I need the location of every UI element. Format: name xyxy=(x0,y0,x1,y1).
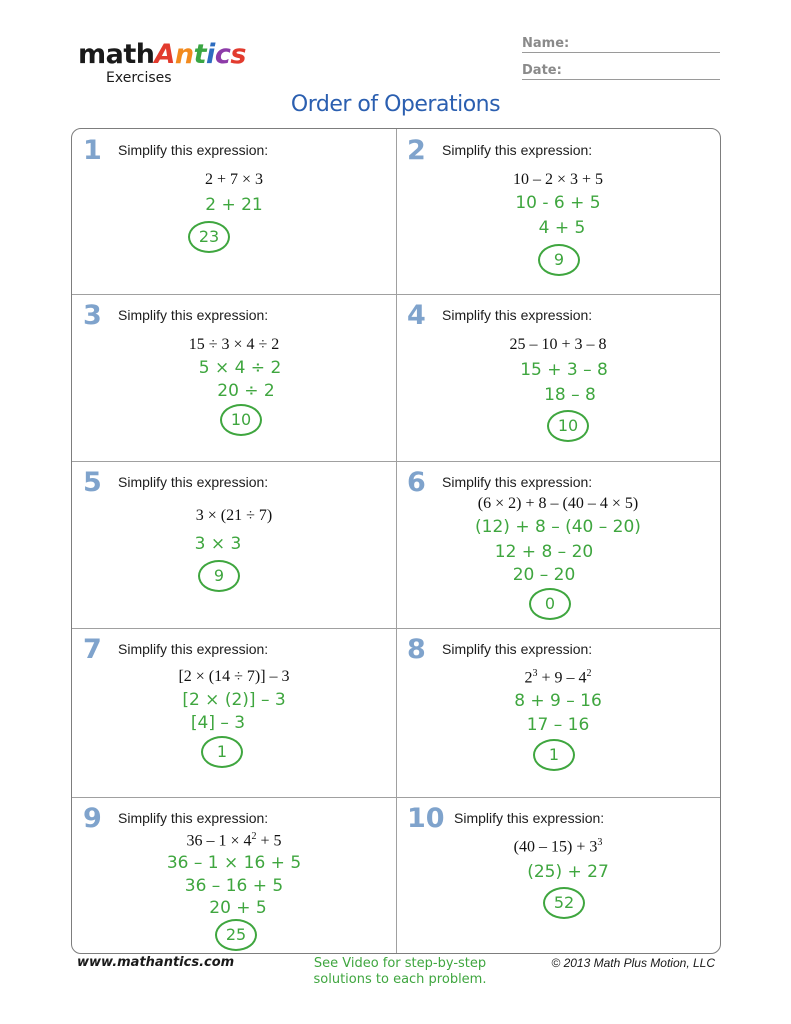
solution-step: 20 + 5 xyxy=(209,898,267,918)
problem-2 xyxy=(396,129,720,295)
solution-step: (12) + 8 – (40 – 20) xyxy=(475,517,641,537)
solution-step: 5 × 4 ÷ 2 xyxy=(198,358,282,378)
name-field[interactable] xyxy=(522,36,720,53)
logo-letter: i xyxy=(206,39,215,70)
problem-8 xyxy=(396,628,720,798)
logo-letter: t xyxy=(193,39,207,70)
answer-circle: 52 xyxy=(543,887,585,919)
problem-prompt: Simplify this expression: xyxy=(118,474,269,490)
date-field[interactable] xyxy=(522,63,720,80)
solution-step: 12 + 8 – 20 xyxy=(494,542,594,562)
answer-circle: 0 xyxy=(529,588,571,620)
solution-step: [2 × (2)] – 3 xyxy=(182,690,286,710)
problem-7 xyxy=(72,628,397,798)
expression-base: (40 – 15) + 3 xyxy=(513,838,598,856)
problem-number: 6 xyxy=(407,467,426,498)
expression-middle: + 5 xyxy=(256,832,282,850)
problem-prompt: Simplify this expression: xyxy=(442,142,593,158)
solution-step: 20 ÷ 2 xyxy=(217,381,275,401)
problem-expression: (6 × 2) + 8 – (40 – 4 × 5) xyxy=(477,495,639,512)
solution-step: 8 + 9 – 16 xyxy=(514,691,602,711)
answer-circle: 9 xyxy=(198,560,240,592)
problem-grid xyxy=(71,128,721,954)
problem-number: 5 xyxy=(83,467,102,498)
problem-expression: 25 – 10 + 3 – 8 xyxy=(509,336,607,353)
problem-expression xyxy=(396,837,720,856)
solution-step: 4 + 5 xyxy=(538,218,586,238)
answer-circle: 10 xyxy=(547,410,589,442)
video-note xyxy=(290,956,510,988)
problem-prompt: Simplify this expression: xyxy=(442,307,593,323)
math-antics-logo xyxy=(78,40,246,86)
logo-letter: A xyxy=(154,39,175,70)
problem-expression xyxy=(396,668,720,687)
logo-letter: c xyxy=(214,39,231,70)
name-label: Name: xyxy=(522,36,570,51)
problem-number: 4 xyxy=(407,300,426,331)
problem-6 xyxy=(396,461,720,629)
expression-base: 36 – 1 × 4 xyxy=(186,832,252,850)
problem-expression: 3 × (21 ÷ 7) xyxy=(195,507,273,524)
problem-prompt: Simplify this expression: xyxy=(118,142,269,158)
problem-prompt: Simplify this expression: xyxy=(442,474,593,490)
problem-prompt: Simplify this expression: xyxy=(118,307,269,323)
problem-number: 10 xyxy=(407,803,445,834)
copyright: © 2013 Math Plus Motion, LLC xyxy=(551,956,715,970)
solution-step: 3 × 3 xyxy=(194,534,242,554)
problem-expression: 2 + 7 × 3 xyxy=(204,171,264,188)
answer-circle: 1 xyxy=(533,739,575,771)
expression-middle: + 9 – 4 xyxy=(537,669,587,687)
problem-prompt: Simplify this expression: xyxy=(118,810,269,826)
expression-exponent: 3 xyxy=(532,668,538,679)
problem-expression: 15 ÷ 3 × 4 ÷ 2 xyxy=(188,336,280,353)
problem-expression xyxy=(72,831,396,850)
solution-step: 20 – 20 xyxy=(512,565,576,585)
problem-4 xyxy=(396,294,720,462)
problem-3 xyxy=(72,294,397,462)
problem-1 xyxy=(72,129,397,295)
logo-antics-text xyxy=(154,39,245,70)
logo-letter: n xyxy=(174,39,194,70)
website-url[interactable]: www.mathantics.com xyxy=(77,955,235,970)
solution-step: 36 – 16 + 5 xyxy=(184,876,284,896)
expression-exponent: 2 xyxy=(586,668,592,679)
problem-9 xyxy=(72,797,397,953)
date-label: Date: xyxy=(522,63,562,78)
video-note-line: See Video for step-by-step xyxy=(313,956,487,971)
problem-number: 9 xyxy=(83,803,102,834)
problem-prompt: Simplify this expression: xyxy=(442,641,593,657)
problem-10 xyxy=(396,797,720,953)
answer-circle: 25 xyxy=(215,919,257,951)
solution-step: [4] – 3 xyxy=(190,713,246,733)
problem-prompt: Simplify this expression: xyxy=(118,641,269,657)
logo-letter: s xyxy=(230,39,246,70)
problem-prompt: Simplify this expression: xyxy=(454,810,605,826)
solution-step: 36 – 1 × 16 + 5 xyxy=(166,853,302,873)
logo-subtitle: Exercises xyxy=(106,70,172,86)
problem-5 xyxy=(72,461,397,629)
solution-step: 10 - 6 + 5 xyxy=(515,193,601,213)
answer-circle: 9 xyxy=(538,244,580,276)
problem-expression: 10 – 2 × 3 + 5 xyxy=(512,171,604,188)
solution-step: 18 – 8 xyxy=(544,385,596,405)
solution-step: 17 – 16 xyxy=(526,715,590,735)
logo-math-text: math xyxy=(78,39,155,70)
problem-number: 1 xyxy=(83,135,102,166)
problem-number: 3 xyxy=(83,300,102,331)
expression-exponent: 3 xyxy=(597,837,603,848)
answer-circle: 1 xyxy=(201,736,243,768)
worksheet-title: Order of Operations xyxy=(290,92,501,117)
problem-number: 2 xyxy=(407,135,426,166)
expression-exponent: 2 xyxy=(251,831,257,842)
answer-circle: 23 xyxy=(188,221,230,253)
answer-circle: 10 xyxy=(220,404,262,436)
solution-step: 15 + 3 – 8 xyxy=(520,360,608,380)
expression-base: 2 xyxy=(524,669,533,687)
problem-expression: [2 × (14 ÷ 7)] – 3 xyxy=(178,668,290,685)
solution-step: 2 + 21 xyxy=(205,195,263,215)
solution-step: (25) + 27 xyxy=(527,862,609,882)
problem-number: 7 xyxy=(83,634,102,665)
problem-number: 8 xyxy=(407,634,426,665)
video-note-line: solutions to each problem. xyxy=(313,972,487,987)
